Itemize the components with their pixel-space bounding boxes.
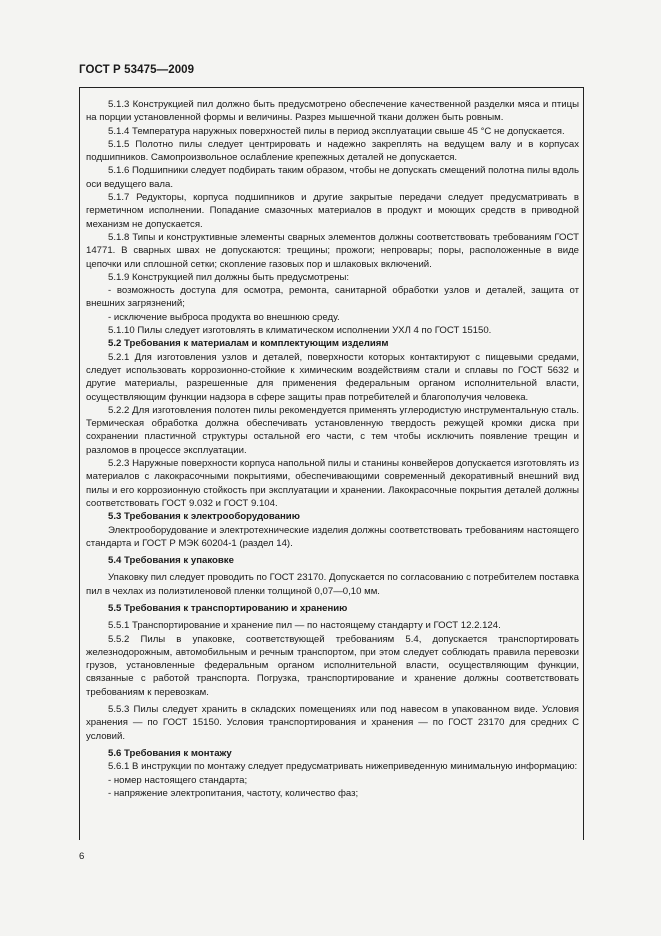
paragraph-5-1-3: 5.1.3 Конструкцией пил должно быть предусмотрено обеспечение качественной разделки мяса и птицы на порции установленной формы и величины. Разрез мышечной ткани должен быть ровным. [86,99,579,124]
paragraph-5-6-1: 5.6.1 В инструкции по монтажу следует предусматривать нижеприведенную минимальную информацию: [108,761,578,773]
paragraph-5-1-9: 5.1.9 Конструкцией пил должны быть предусмотрены: [108,271,350,283]
paragraph-5-1-8: 5.1.8 Типы и конструктивные элементы сварных элементов должны соответствовать требованиям ГОСТ 14771. В сварных швах не допускаются: трещины; прожоги; непровары; поры, расположенные в виде цепочки или сплошной сетки; скопление газовых пор и шлаковых включений. [86,231,579,270]
paragraph-5-2-2: 5.2.2 Для изготовления полотен пилы рекомендуется применять углеродистую инструментальную сталь. Термическая обработка должна обеспечивать установленную твердость режущей кромки диска при сохранении пластичной структуры остальной его части, с тем чтобы исключить появление трещин и разломов в процессе эксплуатации. [86,404,579,456]
paragraph-5-1-5: 5.1.5 Полотно пилы следует центрировать и надежно закреплять на ведущем валу и в корпусах подшипников. Самопроизвольное ослабление крепежных деталей не допускается. [86,138,579,164]
paragraph-5-2-3: 5.2.3 Наружные поверхности корпуса напольной пилы и станины конвейеров допускается изготовлять из материалов с лакокрасочными покрытиями, обеспечивающими современный декоративный внешний вид пилы и его коррозионную стойкость при эксплуатации и хранении. Лакокрасочные покрытия деталей должны соответствовать ГОСТ 9.032 и ГОСТ 9.104. [86,458,579,509]
document-body [79,87,584,840]
paragraph-5-5-1: 5.5.1 Транспортирование и хранение пил — по настоящему стандарту и ГОСТ 12.2.124. [108,620,501,632]
paragraph-5-4: Упаковку пил следует проводить по ГОСТ 23170. Допускается по согласованию с потребителем поставка пил в чехлах из полиэтиленовой пленки толщиной 0,07—0,10 мм. [86,572,579,597]
section-heading-5-2: 5.2 Требования к материалам и комплектующим изделиям [108,338,389,350]
list-item: - возможность доступа для осмотра, ремонта, санитарной обработки узлов и деталей, защита от внешних загрязнений; [86,285,579,310]
page-header: ГОСТ Р 53475—2009 [79,64,195,76]
page-number: 6 [79,851,85,862]
paragraph-5-3: Электрооборудование и электротехнические изделия должны соответствовать требованиям настоящего стандарта и ГОСТ Р МЭК 60204-1 (раздел 14). [86,524,579,549]
section-heading-5-4: 5.4 Требования к упаковке [108,555,234,567]
paragraph-5-5-3: 5.5.3 Пилы следует хранить в складских помещениях или под навесом в упакованном виде. Условия хранения — по ГОСТ 15150. Условия транспортирования и хранения — по ГОСТ 23170 для средних С условий. [86,704,579,742]
list-item: - напряжение электропитания, частоту, количество фаз; [108,787,359,799]
paragraph-5-2-1: 5.2.1 Для изготовления узлов и деталей, поверхности которых контактируют с пищевыми средами, следует использовать коррозионно-стойкие к химическим воздействиям стали и сплавы по ГОСТ 5632 и другие материалы, разрешенные для применения федеральным органом исполнительной власти, осуществляющим функции надзора в сфере защиты прав потребителей и благополучия человека. [86,351,579,403]
list-item: - исключение выброса продукта во внешнюю среду. [108,311,340,323]
paragraph-5-1-4: 5.1.4 Температура наружных поверхностей пилы в период эксплуатации свыше 45 °С не допускается. [108,125,565,137]
section-heading-5-3: 5.3 Требования к электрооборудованию [108,511,300,523]
paragraph-5-1-7: 5.1.7 Редукторы, корпуса подшипников и другие закрытые передачи следует предусматривать в герметичном исполнении. Попадание смазочных материалов в продукт и моющих средств в приводной механизм не допускается. [86,192,579,230]
paragraph-5-1-6: 5.1.6 Подшипники следует подбирать таким образом, чтобы не допускать смещений полотна пилы вдоль оси ведущего вала. [86,165,579,190]
paragraph-5-5-2: 5.5.2 Пилы в упаковке, соответствующей требованиям 5.4, допускается транспортировать железнодорожным, автомобильным и речным транспортом, при этом следует соблюдать правила перевозки грузов, установленные федеральным органом исполнительной власти, осуществляющим функции, связанные с работой транспорта. Погрузка, транспортирование и хранение должны соответствовать требованиям к перевозкам. [86,633,579,698]
list-item: - номер настоящего стандарта; [108,774,248,786]
paragraph-5-1-10: 5.1.10 Пилы следует изготовлять в климатическом исполнении УХЛ 4 по ГОСТ 15150. [108,325,492,337]
section-heading-5-5: 5.5 Требования к транспортированию и хранению [108,602,348,614]
section-heading-5-6: 5.6 Требования к монтажу [108,747,232,759]
